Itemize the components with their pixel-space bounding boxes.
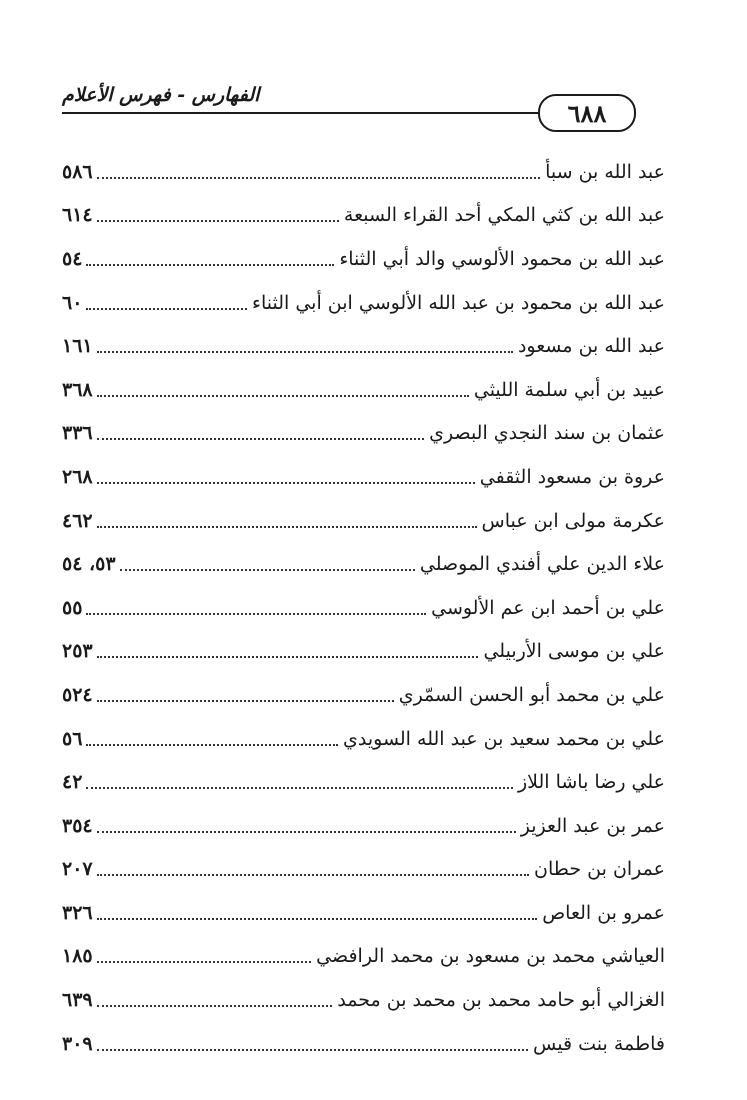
dot-leader bbox=[97, 351, 513, 353]
entry-name: عمر بن عبد العزيز bbox=[520, 814, 665, 837]
dot-leader bbox=[86, 308, 247, 310]
entry-name: علي بن أحمد ابن عم الألوسي bbox=[431, 596, 665, 619]
entry-name: عبد الله بن سبأ bbox=[545, 160, 665, 183]
index-entry bbox=[62, 499, 665, 543]
entry-name: علي بن محمد سعيد بن عبد الله السويدي bbox=[343, 727, 665, 750]
index-entry bbox=[62, 586, 665, 630]
entry-pages: ٢٦٨ bbox=[62, 465, 93, 488]
dot-leader bbox=[97, 874, 529, 876]
dot-leader bbox=[86, 613, 426, 615]
entry-pages: ٥٤ bbox=[62, 247, 83, 270]
entry-name: عمرو بن العاص bbox=[542, 901, 665, 924]
entry-pages: ٣٠٩ bbox=[62, 1032, 93, 1055]
dot-leader bbox=[97, 220, 339, 222]
entry-name: عبد الله بن مسعود bbox=[517, 335, 665, 358]
entry-pages: ٤٢ bbox=[62, 771, 83, 794]
running-title: الفهارس - فهرس الأعلام bbox=[62, 84, 260, 106]
entry-pages: ٥٨٦ bbox=[62, 160, 93, 183]
dot-leader bbox=[86, 787, 513, 789]
index-entry bbox=[62, 194, 665, 238]
index-entry bbox=[62, 891, 665, 935]
entry-pages: ٦٣٩ bbox=[62, 989, 93, 1012]
index-entry bbox=[62, 281, 665, 325]
index-entry bbox=[62, 848, 665, 892]
dot-leader bbox=[97, 526, 477, 528]
entry-name: عثمان بن سند النجدي البصري bbox=[429, 422, 665, 445]
dot-leader bbox=[120, 569, 415, 571]
entry-pages: ٦١٤ bbox=[62, 204, 93, 227]
index-entry bbox=[62, 935, 665, 979]
entry-name: علي رضا باشا اللاز bbox=[517, 771, 665, 794]
dot-leader bbox=[86, 264, 334, 266]
names-index-list bbox=[62, 150, 665, 1065]
page-number: ٦٨٨ bbox=[567, 98, 607, 128]
dot-leader bbox=[97, 482, 475, 484]
index-entry bbox=[62, 368, 665, 412]
entry-name: فاطمة بنت قيس bbox=[533, 1032, 665, 1055]
entry-pages: ٤٦٢ bbox=[62, 509, 93, 532]
entry-pages: ٢٠٧ bbox=[62, 858, 93, 881]
dot-leader bbox=[97, 438, 424, 440]
dot-leader bbox=[97, 395, 469, 397]
entry-pages: ٦٠ bbox=[62, 291, 83, 314]
entry-pages: ١٦١ bbox=[62, 335, 93, 358]
entry-name: علي بن محمد أبو الحسن السمّري bbox=[398, 683, 665, 706]
page-number-badge bbox=[538, 94, 636, 132]
dot-leader bbox=[97, 177, 540, 179]
entry-pages: ٥٢٤ bbox=[62, 683, 93, 706]
entry-name: علي بن موسى الأربيلي bbox=[483, 640, 665, 663]
dot-leader bbox=[97, 961, 312, 963]
index-entry bbox=[62, 717, 665, 761]
index-entry bbox=[62, 237, 665, 281]
entry-name: عبد الله بن كثي المكي أحد القراء السبعة bbox=[343, 204, 665, 227]
entry-pages: ١٨٥ bbox=[62, 945, 93, 968]
entry-name: عبد الله بن محمود بن عبد الله الألوسي ابن أبي الثناء bbox=[252, 291, 665, 314]
entry-pages: ٥٦ bbox=[62, 727, 83, 750]
dot-leader bbox=[97, 918, 538, 920]
entry-name: عبيد بن أبي سلمة الليثي bbox=[473, 378, 665, 401]
entry-name: عروة بن مسعود الثقفي bbox=[479, 465, 665, 488]
entry-pages: ٣٦٨ bbox=[62, 378, 93, 401]
entry-name: العياشي محمد بن مسعود بن محمد الرافضي bbox=[316, 945, 665, 968]
entry-pages: ٣٣٦ bbox=[62, 422, 93, 445]
index-entry bbox=[62, 978, 665, 1022]
dot-leader bbox=[86, 744, 338, 746]
dot-leader bbox=[97, 700, 394, 702]
dot-leader bbox=[97, 1005, 333, 1007]
index-entry bbox=[62, 804, 665, 848]
entry-name: الغزالي أبو حامد محمد بن محمد بن محمد bbox=[337, 989, 665, 1012]
entry-pages: ٥٣، ٥٤ bbox=[62, 553, 116, 576]
entry-name: عكرمة مولى ابن عباس bbox=[481, 509, 665, 532]
index-entry bbox=[62, 1022, 665, 1066]
index-entry bbox=[62, 455, 665, 499]
entry-pages: ٣٢٦ bbox=[62, 901, 93, 924]
entry-pages: ٣٥٤ bbox=[62, 814, 93, 837]
dot-leader bbox=[97, 831, 516, 833]
index-entry bbox=[62, 150, 665, 194]
index-entry bbox=[62, 324, 665, 368]
entry-name: عمران بن حطان bbox=[534, 858, 665, 881]
entry-name: عبد الله بن محمود الألوسي والد أبي الثناء bbox=[339, 247, 665, 270]
index-entry bbox=[62, 412, 665, 456]
index-entry bbox=[62, 760, 665, 804]
index-entry bbox=[62, 673, 665, 717]
index-entry bbox=[62, 630, 665, 674]
header-rule bbox=[62, 112, 547, 114]
entry-pages: ٢٥٣ bbox=[62, 640, 93, 663]
dot-leader bbox=[97, 656, 479, 658]
entry-name: علاء الدين علي أفندي الموصلي bbox=[419, 553, 665, 576]
index-entry bbox=[62, 542, 665, 586]
entry-pages: ٥٥ bbox=[62, 596, 83, 619]
dot-leader bbox=[97, 1049, 528, 1051]
